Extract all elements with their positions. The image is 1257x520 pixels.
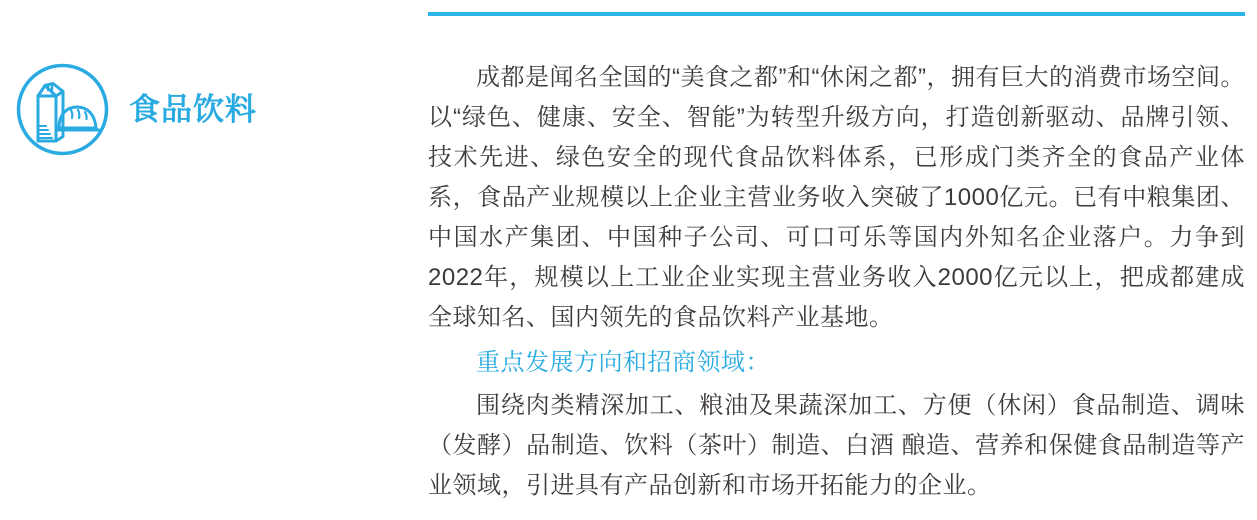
- article-body: [428, 58, 1245, 506]
- section-header: [15, 62, 257, 157]
- intro-paragraph: 成都是闻名全国的“美食之都”和“休闲之都”，拥有巨大的消费市场空间。以“绿色、健康、安全、智能”为转型升级方向，打造创新驱动、品牌引领、技术先进、绿色安全的现代食品饮料体系，已形成门类齐全的食品产业体系，食品产业规模以上企业主营业务收入突破了1000亿元。已有中粮集团、中国水产集团、中国种子公司、可口可乐等国内外知名企业落户。力争到2022年，规模以上工业企业实现主营业务收入2000亿元以上，把成都建成全球知名、国内领先的食品饮料产业基地。: [428, 64, 1245, 331]
- section-title: 食品饮料: [129, 92, 257, 127]
- highlight-heading: 重点发展方向和招商领域：: [476, 349, 770, 376]
- milk-carton-and-bread-icon: [15, 62, 110, 157]
- section-divider: [428, 12, 1245, 16]
- focus-paragraph: 围绕肉类精深加工、粮油及果蔬深加工、方便（休闲）食品制造、调味（发酵）品制造、饮料（茶叶）制造、白酒 酿造、营养和保健食品制造等产业领域，引进具有产品创新和市场开拓能力的企业。: [428, 392, 1245, 499]
